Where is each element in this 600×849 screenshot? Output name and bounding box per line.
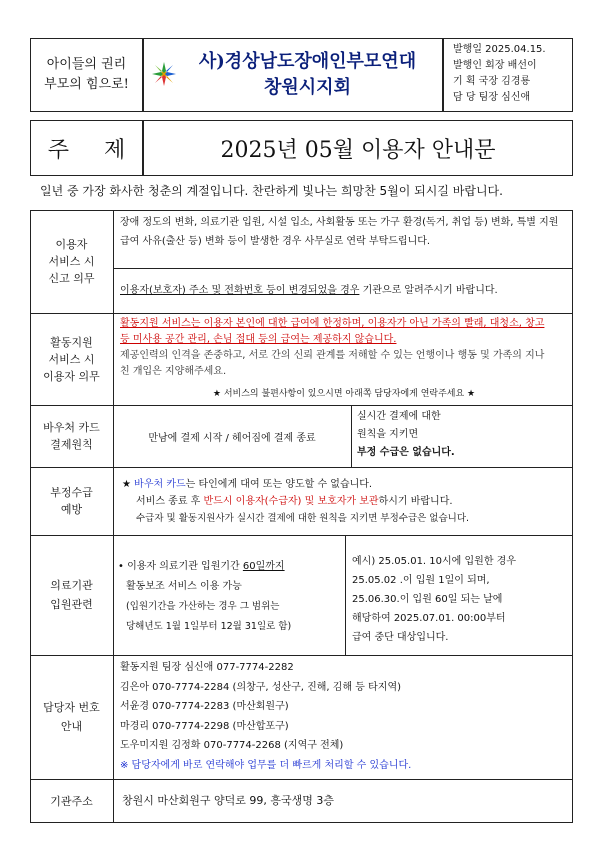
fraud-line-1 (122, 476, 570, 493)
org-logo-icon (150, 60, 178, 88)
fraud-line-3: 수급자 및 활동지원사가 실시간 결제에 대한 원칙을 지키면 부정수급은 없습니다. (136, 513, 470, 524)
hospital-label-2: 입원관련 (50, 598, 93, 611)
hospital-right-5: 급여 중단 대상입니다. (352, 632, 449, 643)
hospital-left-1 (118, 557, 343, 577)
voucher-right-2: 원칙을 지키면 (357, 429, 419, 440)
address-text: 창원시 마산회원구 양덕로 99, 흥국생명 3층 (122, 794, 334, 807)
fraud-line-2-red: 반드시 이용자(수급자) 및 보호자가 보관 (203, 496, 379, 507)
hospital-left (118, 557, 343, 637)
hospital-left-4: 당해년도 1월 1일부터 12월 31일로 함) (126, 621, 292, 632)
activity-label (30, 313, 113, 405)
activity-note: ★ 서비스의 불편사항이 있으시면 아래쪽 담당자에게 연락주세요 ★ (212, 389, 476, 399)
hospital-right (352, 552, 570, 647)
star-icon: ★ (122, 479, 135, 490)
report-text-1: 장애 정도의 변화, 의료기관 입원, 시설 입소, 사회활동 또는 가구 환경(독거, 취업 등) 변화, 특별 지원급여 사유(출산 등) 변화 등이 발생한 경우 사무실로 연락 부탁드립니다. (120, 217, 559, 247)
hospital-label (30, 535, 113, 655)
contact-line-3: 서윤경 070-7774-2283 (마산회원구) (120, 701, 289, 712)
meta-date: 발행일 2025.04.15. (453, 44, 546, 55)
fraud-label-2: 예방 (60, 503, 83, 516)
report-label-1: 이용자 (55, 238, 88, 251)
hospital-left-1u: 60일까지 (242, 561, 285, 572)
header-slogan (30, 38, 143, 112)
voucher-middle: 만남에 결제 시작 / 헤어짐에 결제 종료 (148, 432, 316, 444)
report-text-2 (120, 283, 568, 299)
org-branch: 창원시지회 (264, 77, 351, 98)
contacts-list (120, 658, 570, 775)
report-inner-divider (113, 268, 573, 269)
voucher-label-1: 바우처 카드 (43, 421, 100, 434)
activity-label-2: 서비스 시 (48, 352, 95, 366)
hospital-left-1a: • 이용자 의료기관 입원기간 (118, 561, 243, 572)
report-label (30, 210, 113, 313)
org-title (175, 44, 440, 106)
greeting-text: 일년 중 가장 화사한 청춘의 계절입니다. 찬란하게 빛나는 희망찬 5월이 되시길 바랍니다. (40, 184, 503, 198)
meta-planner: 기 획 국장 김경룡 (453, 76, 531, 87)
fraud-line-2-a: 서비스 종료 후 (136, 496, 204, 507)
report-text-2-underline: 이용자(보호자) 주소 및 전화번호 등이 변경되었을 경우 (120, 285, 360, 296)
voucher-right (357, 408, 567, 462)
org-name: 사)경상남도장애인부모연대 (198, 51, 417, 72)
subject-label: 주 제 (47, 137, 126, 163)
fraud-line-2-b: 하시기 바랍니다. (378, 496, 453, 507)
hospital-col-divider (345, 535, 346, 655)
hospital-right-1: 예시) 25.05.01. 10시에 입원한 경우 (352, 556, 516, 567)
meta-publisher: 발행인 회장 배선이 (453, 60, 537, 71)
contact-line-5: 도우미지원 김정화 070-7774-2268 (지역구 전체) (120, 740, 344, 751)
contacts-note: ※ 담당자에게 바로 연락해야 업무를 더 빠르게 처리할 수 있습니다. (120, 759, 412, 771)
contact-line-4: 마경리 070-7774-2298 (마산합포구) (120, 720, 289, 732)
label-column-divider (113, 210, 114, 823)
contacts-label-1: 담당자 번호 (43, 701, 100, 714)
fraud-line-1-rest: 는 타인에게 대여 또는 양도할 수 없습니다. (185, 479, 373, 490)
hospital-right-4: 해당하여 2025.07.01. 00:00부터 (352, 613, 506, 624)
fraud-line-1-blue: 바우처 카드 (134, 479, 186, 490)
hospital-label-1: 의료기관 (50, 579, 93, 592)
activity-red-text: 활동지원 서비스는 이용자 본인에 대한 급여에 한정하며, 이용자가 아닌 가족의 빨래, 대청소, 창고 등 미사용 공간 관리, 손님 접대 등의 급여는 제공하지 않습니다. (120, 318, 545, 345)
report-text-2-rest: 기관으로 알려주시기 바랍니다. (359, 285, 498, 296)
report-label-3: 신고 의무 (48, 272, 95, 285)
fraud-text (122, 476, 570, 527)
address-label: 기관주소 (50, 795, 93, 808)
contact-line-1: 활동지원 팀장 심신애 077-7774-2282 (120, 662, 294, 673)
contact-line-2: 김은아 070-7774-2284 (의창구, 성산구, 진해, 김해 등 타지역) (120, 681, 402, 693)
slogan-line-2: 부모의 힘으로! (44, 77, 129, 92)
voucher-right-3: 부정 수급은 없습니다. (357, 447, 455, 458)
voucher-label (30, 405, 113, 467)
contacts-label (30, 655, 113, 779)
voucher-col-divider (351, 405, 352, 467)
activity-text: 제공인력의 인격을 존중하고, 서로 간의 신뢰 관계를 저해할 수 있는 언행이나 행동 및 가족의 지나친 개입은 지양해주세요. (120, 350, 545, 377)
fraud-line-2 (122, 493, 570, 510)
slogan-line-1: 아이들의 권리 (46, 57, 127, 72)
activity-label-3: 이용자 의무 (43, 369, 100, 383)
header-meta (453, 42, 571, 106)
fraud-label-1: 부정수급 (50, 486, 93, 499)
hospital-left-2: 활동보조 서비스 이용 가능 (126, 581, 242, 592)
voucher-label-2: 결제원칙 (50, 438, 93, 451)
voucher-right-1: 실시간 결제에 대한 (357, 411, 441, 422)
hospital-left-3: (입원기간을 가산하는 경우 그 범위는 (126, 601, 280, 612)
report-label-2: 서비스 시 (48, 255, 95, 268)
fraud-label (30, 467, 113, 535)
contacts-label-2: 안내 (60, 720, 83, 733)
hospital-right-2: 25.05.02 .이 입원 1일이 되며, (352, 575, 490, 586)
hospital-right-3: 25.06.30.이 입원 60일 되는 날에 (352, 594, 503, 605)
meta-manager: 담 당 팀장 심신애 (453, 92, 531, 103)
activity-label-1: 활동지원 (50, 335, 93, 349)
subject-title: 2025년 05월 이용자 안내문 (220, 137, 496, 163)
